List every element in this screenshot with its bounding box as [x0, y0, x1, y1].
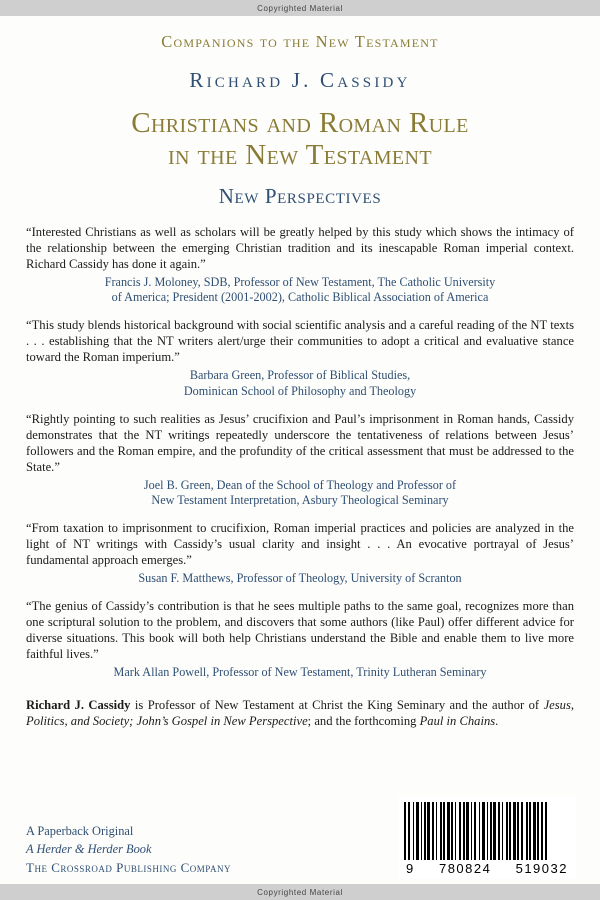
author-bio-text-1: is Professor of New Testament at Christ the King Seminary and the author of — [130, 697, 544, 712]
blurb-attribution — [26, 275, 574, 306]
book-title-line-2: in the New Testament — [167, 139, 433, 172]
blurb-attribution — [26, 571, 574, 586]
cover-content — [0, 16, 600, 884]
blurb-attribution — [26, 478, 574, 509]
blurb-text: “Interested Christians as well as scholars will be greatly helped by this study which shows the intimacy of the relationship between the emerging Christian tradition and its inescapable Roman imperial context. Richard Cassidy has done it again.” — [26, 224, 574, 271]
blurb-item — [26, 412, 574, 508]
barcode-digits — [404, 860, 570, 876]
blurb-attribution-line: Mark Allan Powell, Professor of New Testament, Trinity Lutheran Seminary — [113, 665, 487, 680]
blurb-attribution-line: of America; President (2001‑2002), Catholic Biblical Association of America — [111, 290, 489, 305]
blurb-item — [26, 521, 574, 586]
blurb-attribution-line: Joel B. Green, Dean of the School of Theology and Professor of — [143, 477, 457, 492]
barcode-group-2: 519032 — [515, 861, 568, 876]
blurb-attribution — [26, 368, 574, 399]
barcode-group-1: 780824 — [438, 861, 492, 876]
author-bio-work-2: Paul in Chains — [419, 714, 496, 729]
book-subtitle: New Perspectives — [218, 183, 382, 208]
series-title: Companions to the New Testament — [161, 32, 439, 51]
blurb-attribution-line: Dominican School of Philosophy and Theology — [183, 383, 417, 398]
author-bio-name: Richard J. Cassidy — [26, 697, 131, 712]
author-bio — [26, 697, 574, 730]
blurb-attribution — [26, 665, 574, 680]
copyright-watermark-bottom: Copyrighted Material — [0, 884, 600, 900]
blurb-list — [26, 225, 574, 681]
blurb-text: “From taxation to imprisonment to crucifixion, Roman imperial practices and policies are analyzed in the light of NT writings with Cassidy’s usual clarity and insight . . . An evocative portrayal of Jesus’ fundamental approach emerges.” — [26, 521, 574, 568]
book-title-line-1: Christians and Roman Rule — [131, 107, 469, 139]
blurb-attribution-line: Susan F. Matthews, Professor of Theology, University of Scranton — [138, 571, 462, 586]
book-title — [26, 107, 574, 172]
blurb-item — [26, 318, 574, 398]
copyright-watermark-top: Copyrighted Material — [0, 0, 600, 16]
barcode — [398, 796, 576, 878]
blurb-text: “The genius of Cassidy’s contribution is that he sees multiple paths to the same goal, recognizes more than one scriptural solution to the problem, and discovers that some authors (like Paul) offer different advice for diverse situations. This book will both help Christians understand the Bible and enable them to live more faithful lives.” — [26, 599, 574, 662]
blurb-attribution-line: Francis J. Moloney, SDB, Professor of New Testament, The Catholic University — [104, 274, 496, 289]
publisher-name: The Crossroad Publishing Company — [26, 860, 231, 876]
author-bio-text-2: ; and the forthcoming — [307, 714, 420, 729]
blurb-attribution-line: New Testament Interpretation, Asbury Theological Seminary — [151, 493, 449, 508]
blurb-text: “Rightly pointing to such realities as Jesus’ crucifixion and Paul’s imprisonment in Roman hands, Cassidy demonstrates that the NT writings repeatedly underscore the tentativeness of relations between Jesus’ followers and the Roman empire, and the profundity of the critical assessment that must be addressed to the State.” — [26, 411, 574, 474]
blurb-text: “This study blends historical background with social scientific analysis and a careful reading of the NT texts . . . establishing that the NT writers alert/urge their communities to adopt a critical and evaluative stance toward the Roman imperium.” — [26, 318, 574, 365]
blurb-item — [26, 225, 574, 305]
publisher-line-format: A Paperback Original — [26, 824, 134, 839]
blurb-item — [26, 599, 574, 680]
blurb-attribution-line: Barbara Green, Professor of Biblical Studies, — [189, 368, 411, 383]
publisher-info — [26, 823, 356, 878]
author-bio-text-3: . — [495, 714, 499, 729]
author-name: Richard J. Cassidy — [189, 68, 411, 92]
barcode-bars — [404, 802, 570, 860]
author-bio-work-1: Jesus, Politics, and Society; John’s Gospel in New Perspective — [26, 697, 574, 729]
publisher-line-imprint: A Herder & Herder Book — [26, 842, 152, 857]
barcode-left-digit: 9 — [406, 861, 415, 876]
